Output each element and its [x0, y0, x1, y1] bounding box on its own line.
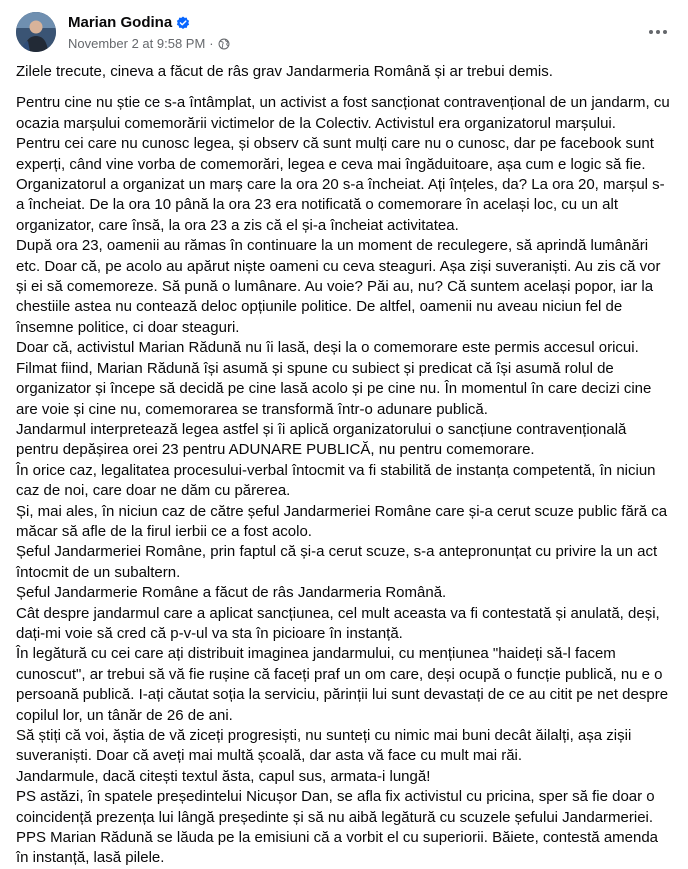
post-paragraph: PPS Marian Rădună se lăuda pe la emisiuni că a vorbit el cu superiorii. Băiete, contestă amenda în instanță, lasă pilele. — [16, 829, 659, 867]
post-paragraph: În legătură cu cei care ați distribuit imaginea jandarmului, cu mențiunea "haideți să-l facem cunoscut", ar trebui să vă fie rușine că faceți praf un om care, deși ocupă o funcție publică, nu e o persoană publică. I-ați căutat soția la serviciu, părinții lui sunt devastați de ce au citit pe net despre copilul lor, un tânăr de 26 de ani. — [16, 645, 669, 724]
post-paragraph: Șeful Jandarmeriei Române, prin faptul că și-a cerut scuze, s-a antepronunțat cu privire la un act întocmit de un subaltern. — [16, 543, 658, 581]
more-horizontal-icon — [648, 29, 668, 35]
post-header — [16, 12, 672, 56]
post-paragraph: Pentru cine nu știe ce s-a întâmplat, un activist a fost sancționat contravențional de un jandarm, cu ocazia marșului comemorării victimelor de la Colectiv. Activistul era organizatorul marșului. — [16, 94, 670, 132]
post-paragraph: Să știți că voi, ăștia de vă ziceți progresiști, nu sunteți cu nimic mai buni decât ăilalți, așa zișii suveraniști. Doar că aveți mai multă școală, dar asta vă face cu mult mai răi. — [16, 727, 632, 765]
post-paragraph: Jandarmule, dacă citești textul ăsta, capul sus, armata-i lungă! — [16, 767, 431, 785]
post-text — [16, 62, 672, 869]
post-paragraph: PS astăzi, în spatele președintelui Nicușor Dan, se afla fix activistul cu pricina, sper să fie doar o coincidență prezența lui lângă președinte și să nu aibă legătură cu scuzele șefului Jandarmeriei. — [16, 788, 655, 826]
post-paragraph: Cât despre jandarmul care a aplicat sancțiunea, cel mult aceasta va fi contestată și anulată, deși, dați-mi voie să cred că p-v-ul va sta în picioare în instanță. — [16, 604, 660, 642]
avatar-photo — [16, 12, 56, 52]
post-paragraph: Și, mai ales, în niciun caz de către șeful Jandarmeriei Române care și-a cerut scuze public fără ca măcar să afle de la firul ierbii ce a fost acolo. — [16, 502, 668, 540]
post-options-button[interactable] — [644, 18, 672, 46]
post-meta — [68, 36, 230, 51]
post-intro: Zilele trecute, cineva a făcut de râs grav Jandarmeria Română și ar trebui demis. — [16, 63, 553, 80]
post-paragraph: Pentru cei care nu cunosc legea, și observ că sunt mulți care nu o cunosc, dar pe facebook sunt experți, când vine vorba de comemorări, legea e ceva mai îngăduitoare, așa cum e logic să fie. — [16, 135, 654, 173]
post-paragraph: Doar că, activistul Marian Rădună nu îi lasă, deși la o comemorare este permis accesul oricui. Filmat fiind, Marian Rădună își asumă și spune cu subiect și predicat că își asumă rolul de organizator și începe să decidă pe cine lasă acolo și pe cine nu. În momentul în care decizi cine are voie și cine nu, comemorarea se transformă într-o adunare publică. — [16, 339, 652, 418]
post-paragraph: După ora 23, oamenii au rămas în continuare la un moment de reculegere, să aprindă lumânări etc. Doar că, pe acolo au apărut niște oameni cu ceva steaguri. Așa ziși suveraniști. Au zis că vor și ei să comemoreze. Să pună o lumânare. Au voie? Păi au, nu? Că suntem același popor, iar la chestiile astea nu contează deloc opțiunile politice. De altfel, oamenii nu aveau niciun fel de însemne politice, ci doar steaguri. — [16, 237, 661, 336]
verified-badge-icon — [176, 16, 190, 30]
post-paragraph: Jandarmul interpretează legea astfel și îi aplică organizatorului o sancțiune contravențională pentru depășirea orei 23 pentru ADUNARE PUBLICĂ, nu pentru comemorare. — [16, 420, 627, 459]
author-name[interactable]: Marian Godina — [68, 14, 173, 31]
avatar[interactable] — [16, 12, 56, 52]
author-row — [68, 14, 190, 31]
post-timestamp[interactable]: November 2 at 9:58 PM — [68, 36, 206, 51]
post-paragraph: În orice caz, legalitatea procesului-verbal întocmit va fi stabilită de instanța competentă, în niciun caz de noi, care doar ne dăm cu părerea. — [16, 461, 656, 500]
globe-icon[interactable] — [218, 38, 230, 50]
meta-separator: · — [209, 36, 214, 51]
post-paragraph: Organizatorul a organizat un marș care la ora 20 s-a încheiat. Ați înțeles, da? La ora 20, marșul s-a încheiat. De la ora 10 până la ora 23 era notificată o comemorare în același loc, cu un alt organizator, care însă, la ora 23 a zis că el și-a încheiat activitatea. — [16, 176, 665, 234]
post-paragraph: Șeful Jandarmerie Române a făcut de râs Jandarmeria Română. — [16, 584, 447, 602]
